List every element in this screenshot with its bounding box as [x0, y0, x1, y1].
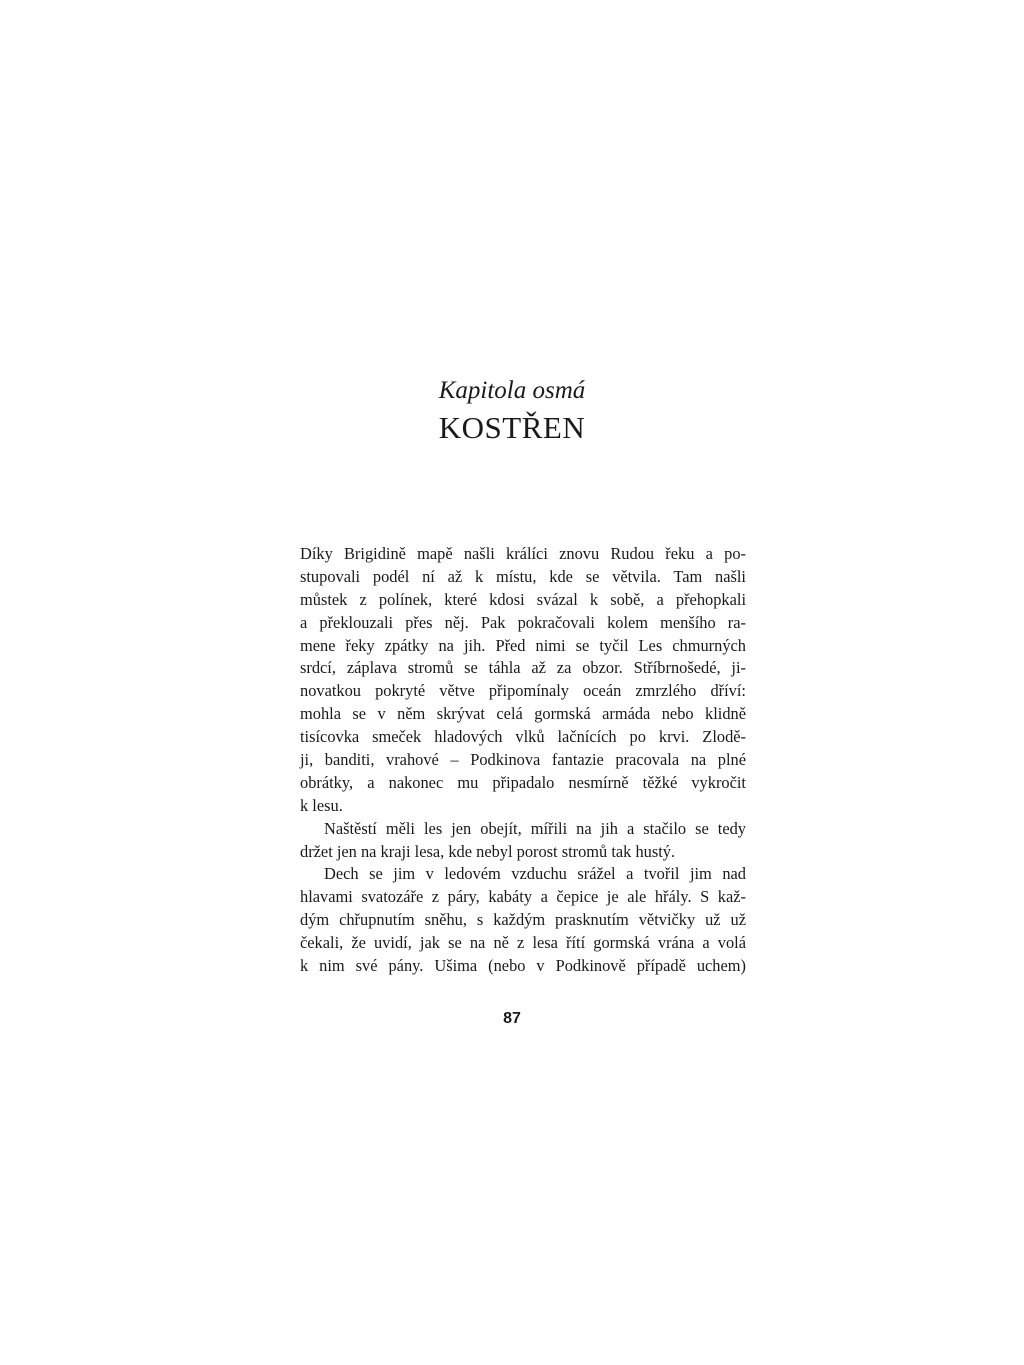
body-text: [300, 543, 746, 978]
paragraph-2: [300, 818, 746, 864]
paragraph-1: [300, 543, 746, 818]
text-line: k nim své pány. Ušima (nebo v Podkinově případě uchem): [300, 956, 746, 976]
text-line: Díky Brigidině mapě našli králíci znovu Rudou řeku a po-: [300, 544, 746, 563]
text-line: tisícovka smeček hladových vlků lačnících po krvi. Zlodě-: [300, 727, 746, 747]
text-line: stupovali podél ní až k místu, kde se větvila. Tam našli: [300, 566, 746, 586]
paragraph-3: [300, 863, 746, 977]
text-line: mene řeky zpátky na jih. Před nimi se tyčil Les chmurných: [300, 635, 746, 655]
text-line: můstek z polínek, které kdosi svázal k sobě, a přehopkali: [300, 589, 746, 609]
text-line: ji, banditi, vrahové – Podkinova fantazie pracovala na plné: [300, 750, 746, 770]
text-line: hlavami svatozáře z páry, kabáty a čepice je ale hřály. S kaž-: [300, 887, 746, 907]
text-line: držet jen na kraji lesa, kde nebyl porost stromů tak hustý.: [300, 841, 676, 861]
text-line: Dech se jim v ledovém vzduchu srážel a tvořil jim nad: [324, 864, 746, 884]
text-line: Naštěstí měli les jen obejít, mířili na jih a stačilo se tedy: [324, 818, 746, 838]
text-line: obrátky, a nakonec mu připadalo nesmírně těžké vykročit: [300, 772, 746, 792]
text-line: srdcí, záplava stromů se táhla až za obzor. Stříbrnošedé, ji-: [300, 658, 746, 678]
text-line: dým chřupnutím sněhu, s každým prasknutím větvičky už už: [300, 910, 746, 930]
text-line: čekali, že uvidí, jak se na ně z lesa řítí gormská vrána a volá: [300, 933, 746, 953]
chapter-title: KOSTŘEN: [438, 410, 586, 445]
chapter-label: Kapitola osmá: [438, 377, 586, 404]
text-line: k lesu.: [300, 795, 343, 815]
text-line: mohla se v něm skrývat celá gormská armáda nebo klidně: [300, 704, 746, 724]
page-number: 87: [503, 1010, 521, 1027]
text-line: novatkou pokryté větve připomínaly oceán zmrzlého dříví:: [300, 681, 746, 701]
text-line: a překlouzali přes něj. Pak pokračovali kolem menšího ra-: [300, 612, 746, 632]
